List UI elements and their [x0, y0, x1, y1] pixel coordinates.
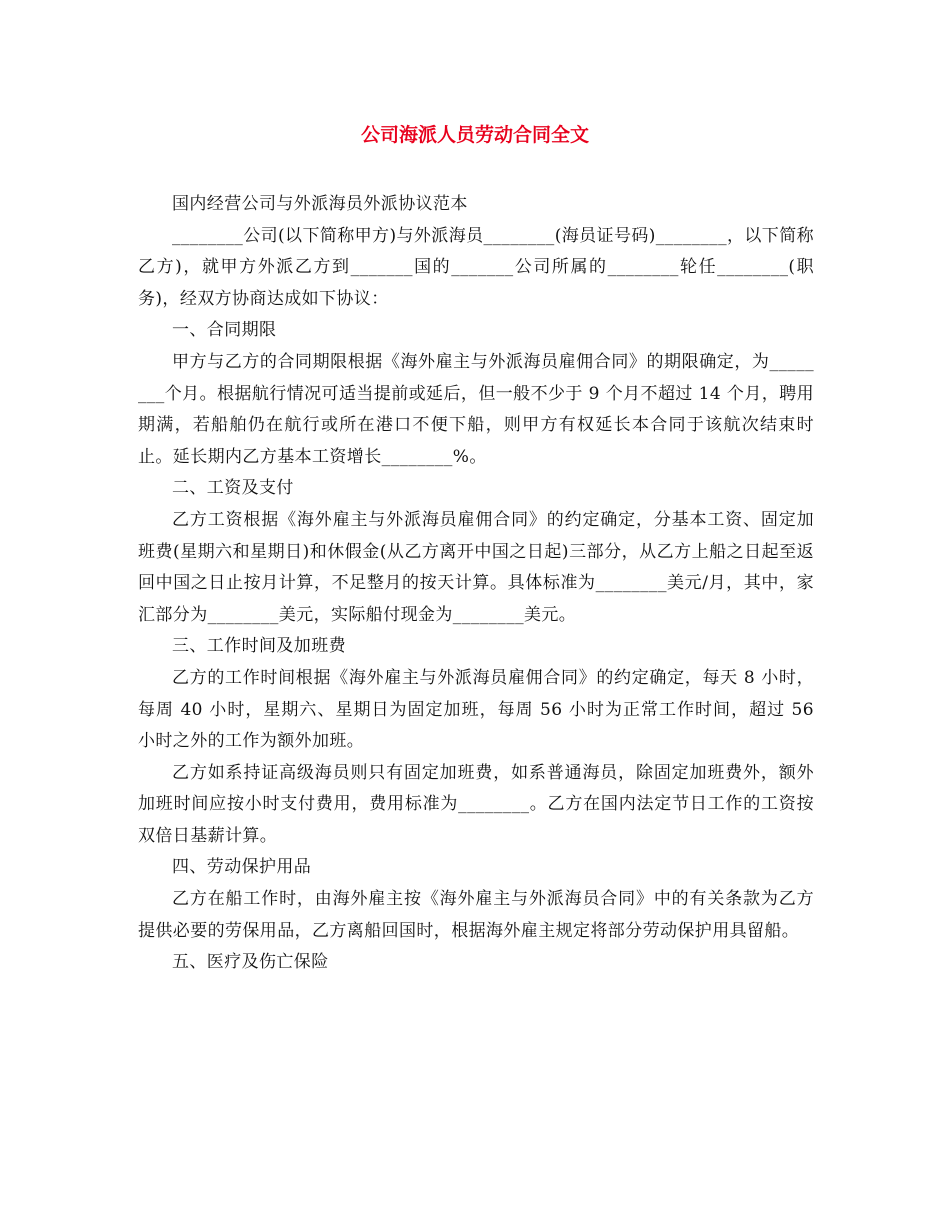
paragraph-agreement-heading: 国内经营公司与外派海员外派协议范本	[172, 194, 468, 214]
section-heading-contract-term: 一、合同期限	[172, 320, 277, 341]
section-heading-wages: 二、工资及支付	[172, 478, 294, 499]
paragraph-protective-equipment: 乙方在船工作时，由海外雇主按《海外雇主与外派海员合同》中的有关条款为乙方提供必要的劳保用品，乙方离船回国时，根据海外雇主规定将部分劳动保护用具留船。	[138, 889, 814, 941]
paragraph-parties: ________公司(以下简称甲方)与外派海员________(海员证号码)________，以下简称乙方)，就甲方外派乙方到_______国的_______公司所属的________轮任________(职务)，经双方协商达成如下协议：	[138, 225, 814, 309]
section-heading-medical-insurance: 五、医疗及伤亡保险	[172, 952, 329, 973]
paragraph-working-hours: 乙方的工作时间根据《海外雇主与外派海员雇佣合同》的约定确定，每天 8 小时，每周 40 小时，星期六、星期日为固定加班，每周 56 小时为正常工作时间，超过 56 小时之外的工作为额外加班。	[138, 667, 814, 752]
document-body	[138, 189, 814, 979]
document-title: 公司海派人员劳动合同全文	[360, 124, 589, 146]
paragraph-wages: 乙方工资根据《海外雇主与外派海员雇佣合同》的约定确定，分基本工资、固定加班费(星期六和星期日)和休假金(从乙方离开中国之日起)三部分，从乙方上船之日起至返回中国之日止按月计算，不足整月的按天计算。具体标准为________美元/月，其中，家汇部分为________美元，实际船付现金为________美元。	[138, 509, 814, 625]
section-heading-working-hours: 三、工作时间及加班费	[172, 636, 346, 657]
section-heading-protective-equipment: 四、劳动保护用品	[172, 857, 312, 878]
paragraph-overtime-pay: 乙方如系持证高级海员则只有固定加班费，如系普通海员，除固定加班费外，额外加班时间应按小时支付费用，费用标准为________。乙方在国内法定节日工作的工资按双倍日基薪计算。	[138, 762, 814, 846]
paragraph-contract-term: 甲方与乙方的合同期限根据《海外雇主与外派海员雇佣合同》的期限确定，为________个月。根据航行情况可适当提前或延后，但一般不少于 9 个月不超过 14 个月，聘用期满，若船舶仍在航行或所在港口不便下船，则甲方有权延长本合同于该航次结束时止。延长期内乙方基本工资增长________%。	[138, 351, 814, 467]
